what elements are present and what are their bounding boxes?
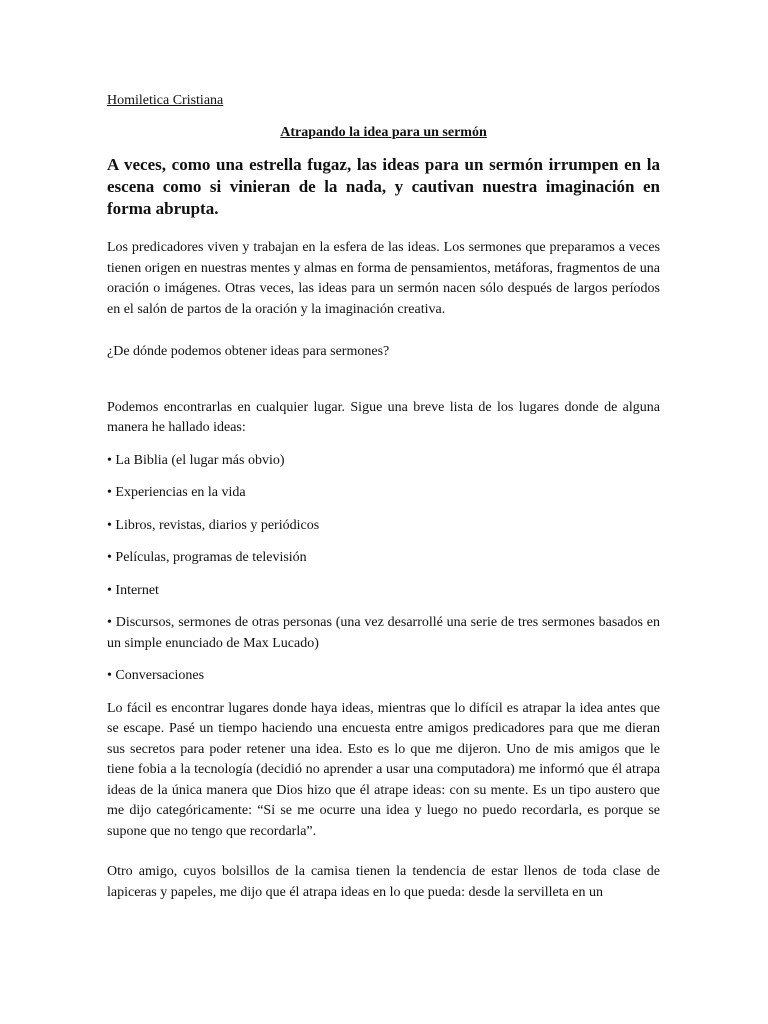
document-page: [107, 92, 660, 903]
list-item: • Discursos, sermones de otras personas (una vez desarrollé una serie de tres sermones basados en un simple enunciado de Max Lucado): [107, 615, 660, 651]
list-item: • La Biblia (el lugar más obvio): [107, 452, 285, 468]
intro-paragraph: Los predicadores viven y trabajan en la esfera de las ideas. Los sermones que preparamos a veces tienen origen en nuestras mentes y almas en forma de pensamientos, metáforas, fragmentos de una oración o imágenes. Otras veces, las ideas para un sermón nacen sólo después de largos períodos en el salón de partos de la oración y la imaginación creativa.: [107, 240, 660, 317]
list-item: • Experiencias en la vida: [107, 485, 246, 500]
course-label: Homiletica Cristiana: [107, 93, 224, 108]
list-item: • Libros, revistas, diarios y periódicos: [107, 517, 320, 533]
other-friend-paragraph: Otro amigo, cuyos bolsillos de la camisa tienen la tendencia de estar llenos de toda clase de lapiceras y papeles, me dijo que él atrapa ideas en lo que pueda: desde la servilleta en un: [107, 864, 660, 900]
list-item: • Películas, programas de televisión: [107, 550, 307, 565]
question-paragraph: ¿De dónde podemos obtener ideas para sermones?: [107, 344, 390, 359]
idea-sources-list: [107, 451, 660, 687]
list-item: • Conversaciones: [107, 668, 205, 683]
document-title: Atrapando la idea para un sermón: [280, 125, 487, 140]
list-item: • Internet: [107, 582, 159, 598]
answer-paragraph: Podemos encontrarlas en cualquier lugar. Sigue una breve lista de los lugares donde de alguna manera he hallado ideas:: [107, 399, 660, 435]
lead-paragraph: A veces, como una estrella fugaz, las ideas para un sermón irrumpen en la escena como si vinieran de la nada, y cautivan nuestra imaginación en forma abrupta.: [107, 155, 660, 218]
easy-part-paragraph: Lo fácil es encontrar lugares donde haya ideas, mientras que lo difícil es atrapar la idea antes que se escape. Pasé un tiempo haciendo una encuesta entre amigos predicadores para que me dieran sus secretos para poder retener una idea. Esto es lo que me dijeron. Uno de mis amigos que le tiene fobia a la tecnología (decidió no aprender a usar una computadora) me informó que él atrapa ideas de la única manera que Dios hizo que él atrape ideas: con su mente. Es un tipo austero que me dijo categóricamente: “Si se me ocurre una idea y luego no puedo recordarla, es porque se supone que no tengo que recordarla”.: [107, 700, 660, 839]
